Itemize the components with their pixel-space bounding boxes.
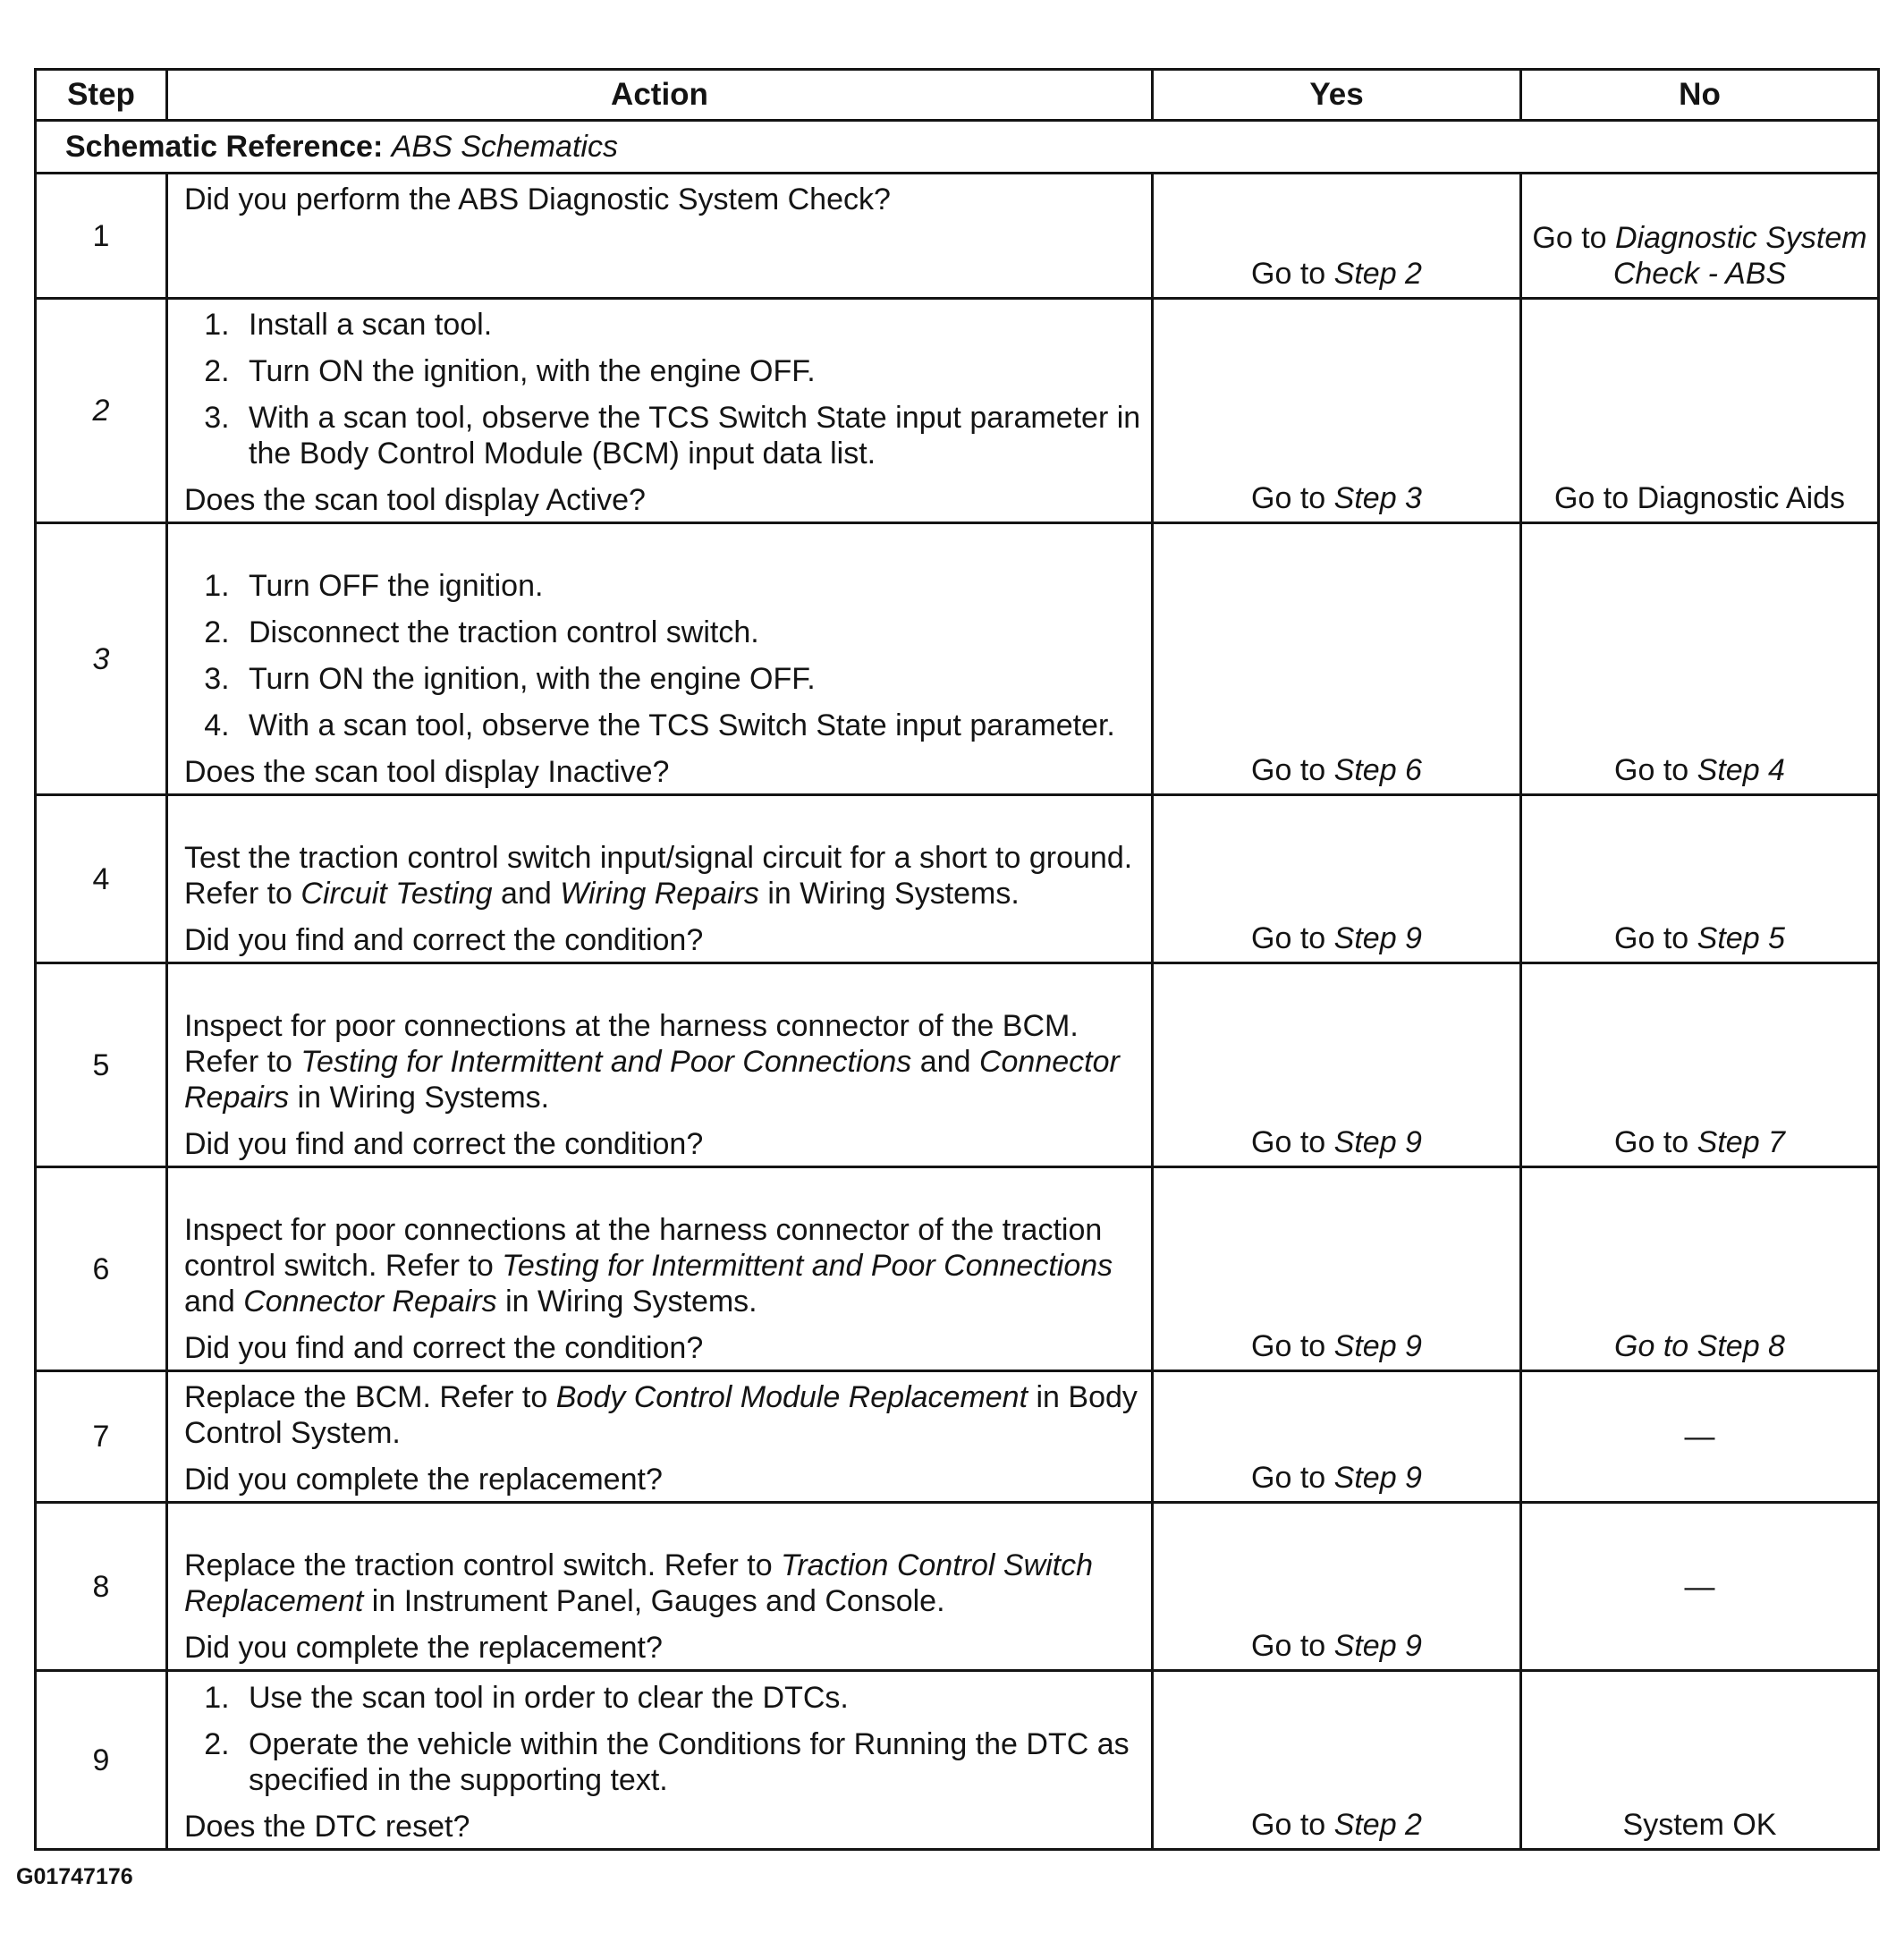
yes-prefix: Go to <box>1251 1461 1326 1495</box>
yes-link[interactable]: Step 3 <box>1333 481 1422 515</box>
list-item: 2. Operate the vehicle within the Conditions for Running the DTC as specified in the supporting text. <box>238 1726 1142 1798</box>
list-item: 3. With a scan tool, observe the TCS Switch State input parameter in the Body Control Module (BCM) input data list. <box>238 400 1142 471</box>
action-question: Does the scan tool display Active? <box>184 483 646 517</box>
table-row <box>36 1167 1879 1371</box>
yes-link[interactable]: Step 9 <box>1333 1461 1422 1495</box>
yes-link[interactable]: Step 9 <box>1333 921 1422 955</box>
yes-cell <box>1153 1167 1521 1371</box>
no-cell <box>1521 795 1879 963</box>
action-cell <box>167 299 1153 523</box>
action-text-part: in Body Control System. <box>184 1380 1138 1450</box>
yes-prefix: Go to <box>1251 481 1326 515</box>
reference-link[interactable]: Body Control Module Replacement <box>555 1380 1028 1414</box>
reference-link[interactable]: Circuit Testing <box>300 877 493 911</box>
list-item: 1. Turn OFF the ignition. <box>238 568 1142 604</box>
yes-prefix: Go to <box>1251 921 1326 955</box>
action-text <box>184 840 1142 912</box>
table-row <box>36 1503 1879 1671</box>
schematic-reference <box>36 121 1879 174</box>
action-text-part: Inspect for poor connections at the harness connector of the BCM. Refer to <box>184 1009 1079 1079</box>
no-link[interactable]: Step 7 <box>1697 1125 1785 1159</box>
action-question: Did you find and correct the condition? <box>184 1127 704 1161</box>
no-link[interactable]: Step 8 <box>1697 1329 1785 1363</box>
action-cell <box>167 523 1153 795</box>
action-cell <box>167 1371 1153 1503</box>
yes-cell <box>1153 1503 1521 1671</box>
action-text <box>184 1008 1142 1115</box>
action-text <box>184 1379 1142 1451</box>
action-list <box>184 307 1142 471</box>
header-row <box>36 70 1879 121</box>
action-text-part: and <box>184 1285 235 1319</box>
action-text-part: Inspect for poor connections at the harness connector of the traction control switch. Refer to <box>184 1213 1103 1283</box>
step-number: 2 <box>36 299 167 523</box>
action-text-part: in Wiring Systems. <box>767 877 1020 911</box>
action-cell <box>167 1503 1153 1671</box>
no-cell <box>1521 1167 1879 1371</box>
schematic-reference-label: Schematic Reference: <box>65 130 384 164</box>
no-cell <box>1521 174 1879 299</box>
action-cell <box>167 174 1153 299</box>
yes-link[interactable]: Step 9 <box>1333 1329 1422 1363</box>
schematic-reference-link[interactable]: ABS Schematics <box>391 130 618 164</box>
reference-link[interactable]: Connector Repairs <box>243 1285 497 1319</box>
yes-prefix: Go to <box>1251 753 1326 787</box>
yes-link[interactable]: Step 2 <box>1333 257 1422 291</box>
action-list <box>184 568 1142 743</box>
list-item: 2. Turn ON the ignition, with the engine OFF. <box>238 353 1142 389</box>
step-number: 4 <box>36 795 167 963</box>
list-item: 3. Turn ON the ignition, with the engine OFF. <box>238 661 1142 697</box>
step-number: 5 <box>36 963 167 1167</box>
no-prefix: Go to <box>1614 753 1689 787</box>
action-text <box>184 1212 1142 1319</box>
step-number: 6 <box>36 1167 167 1371</box>
yes-link[interactable]: Step 2 <box>1333 1808 1422 1842</box>
action-text-part: Replace the traction control switch. Refer to <box>184 1548 773 1582</box>
action-question: Did you complete the replacement? <box>184 1631 663 1665</box>
no-prefix: Go to <box>1614 1329 1689 1363</box>
reference-link[interactable]: Testing for Intermittent and Poor Connections <box>502 1249 1113 1283</box>
schematic-reference-row <box>36 121 1879 174</box>
no-cell <box>1521 523 1879 795</box>
table-row <box>36 963 1879 1167</box>
action-question: Does the DTC reset? <box>184 1810 470 1844</box>
no-prefix: Go to <box>1614 921 1689 955</box>
header-action: Action <box>167 70 1153 121</box>
yes-cell <box>1153 299 1521 523</box>
action-question: Does the scan tool display Inactive? <box>184 755 670 789</box>
yes-prefix: Go to <box>1251 1629 1326 1663</box>
yes-link[interactable]: Step 9 <box>1333 1629 1422 1663</box>
action-text-part: Test the traction control switch input/signal circuit for a short to ground. Refer to <box>184 841 1133 911</box>
action-question: Did you complete the replacement? <box>184 1463 663 1497</box>
yes-prefix: Go to <box>1251 257 1326 291</box>
reference-link[interactable]: Wiring Repairs <box>560 877 759 911</box>
action-text-part: in Wiring Systems. <box>297 1081 550 1115</box>
table-row <box>36 299 1879 523</box>
reference-link[interactable]: Traction Control Switch Replacement <box>184 1548 1094 1618</box>
action-cell <box>167 1167 1153 1371</box>
action-text <box>184 1548 1142 1619</box>
yes-cell <box>1153 963 1521 1167</box>
step-number: 9 <box>36 1671 167 1850</box>
action-cell <box>167 1671 1153 1850</box>
figure-id: G01747176 <box>16 1864 133 1889</box>
action-text-part: and <box>501 877 552 911</box>
no-prefix: Go to <box>1614 1125 1689 1159</box>
no-cell: — <box>1521 1503 1879 1671</box>
yes-prefix: Go to <box>1251 1329 1326 1363</box>
step-number: 8 <box>36 1503 167 1671</box>
table-row <box>36 523 1879 795</box>
no-cell: System OK <box>1521 1671 1879 1850</box>
yes-prefix: Go to <box>1251 1125 1326 1159</box>
list-item: 2. Disconnect the traction control switch. <box>238 615 1142 650</box>
header-no: No <box>1521 70 1879 121</box>
yes-prefix: Go to <box>1251 1808 1326 1842</box>
yes-link[interactable]: Step 6 <box>1333 753 1422 787</box>
no-link[interactable]: Step 5 <box>1697 921 1785 955</box>
table-row <box>36 795 1879 963</box>
no-prefix: Go to <box>1532 221 1607 255</box>
action-cell <box>167 795 1153 963</box>
yes-cell <box>1153 523 1521 795</box>
reference-link[interactable]: Testing for Intermittent and Poor Connections <box>300 1045 912 1079</box>
yes-link[interactable]: Step 9 <box>1333 1125 1422 1159</box>
list-item: 4. With a scan tool, observe the TCS Switch State input parameter. <box>238 708 1142 743</box>
header-step: Step <box>36 70 167 121</box>
yes-cell <box>1153 1371 1521 1503</box>
no-cell <box>1521 963 1879 1167</box>
table-row <box>36 1671 1879 1850</box>
action-text-part: in Instrument Panel, Gauges and Console. <box>371 1584 945 1618</box>
no-cell[interactable]: Go to Diagnostic Aids <box>1521 299 1879 523</box>
action-question: Did you find and correct the condition? <box>184 923 704 957</box>
action-question: Did you find and correct the condition? <box>184 1331 704 1365</box>
table-row <box>36 174 1879 299</box>
action-text-part: Replace the BCM. Refer to <box>184 1380 548 1414</box>
diagnostic-table <box>34 68 1880 1851</box>
list-item: 1. Use the scan tool in order to clear the DTCs. <box>238 1680 1142 1716</box>
action-cell <box>167 963 1153 1167</box>
action-text-part: in Wiring Systems. <box>505 1285 757 1319</box>
yes-cell <box>1153 174 1521 299</box>
table-row <box>36 1371 1879 1503</box>
action-list <box>184 1680 1142 1798</box>
yes-cell <box>1153 1671 1521 1850</box>
yes-cell <box>1153 795 1521 963</box>
no-cell: — <box>1521 1371 1879 1503</box>
step-number: 1 <box>36 174 167 299</box>
list-item: 1. Install a scan tool. <box>238 307 1142 343</box>
step-number: 7 <box>36 1371 167 1503</box>
step-number: 3 <box>36 523 167 795</box>
header-yes: Yes <box>1153 70 1521 121</box>
reference-link[interactable]: Connector Repairs <box>184 1045 1120 1115</box>
action-question: Did you perform the ABS Diagnostic System Check? <box>184 182 891 216</box>
no-link[interactable]: Step 4 <box>1697 753 1785 787</box>
no-link[interactable]: Diagnostic System Check - ABS <box>1612 221 1867 291</box>
action-text-part: and <box>919 1045 971 1079</box>
